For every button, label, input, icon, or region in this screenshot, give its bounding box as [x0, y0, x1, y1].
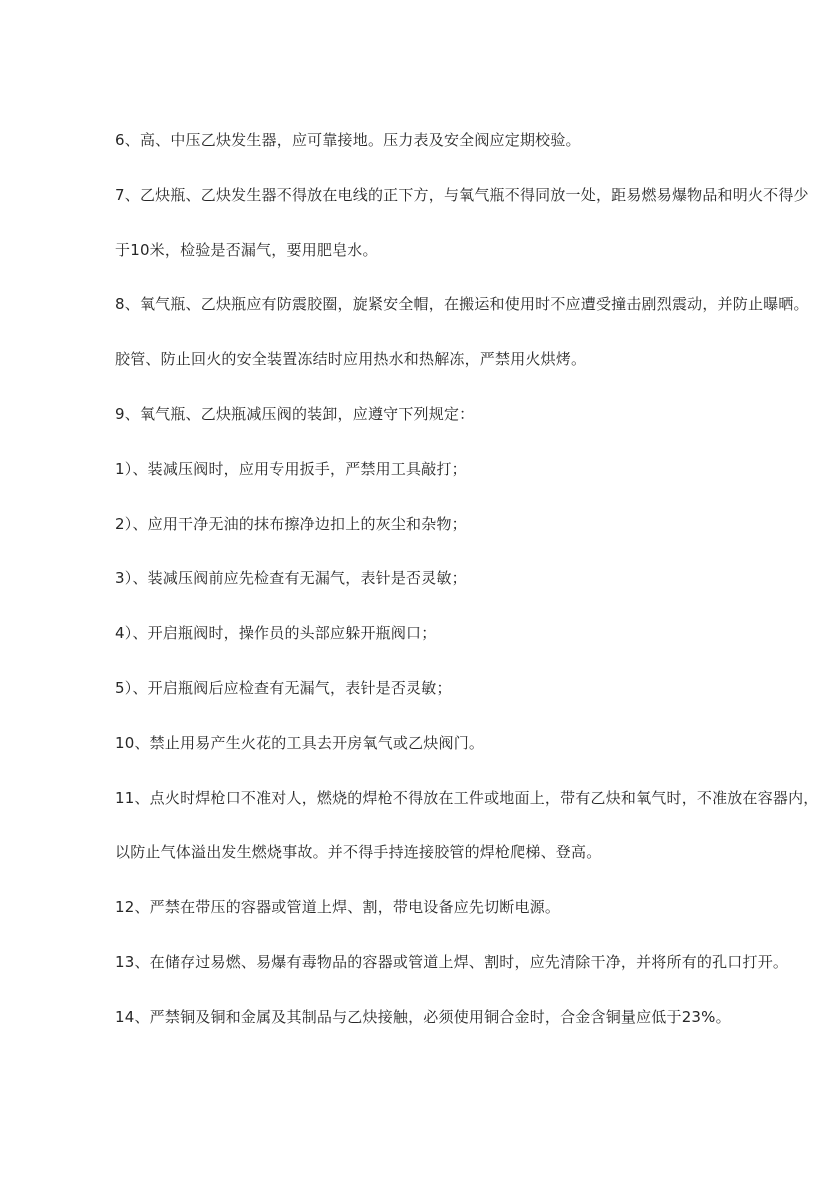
doc-line-09: 3）、装减压阀前应先检查有无漏气，表针是否灵敏；: [115, 569, 467, 588]
doc-line-17: 14、严禁铜及铜和金属及其制品与乙炔接触，必须使用铜合金时，合金含铜量应低于23%。: [115, 1007, 731, 1026]
doc-line-11: 5）、开启瓶阀后应检查有无漏气，表针是否灵敏；: [115, 678, 452, 697]
doc-line-03: 于10米，检验是否漏气，要用肥皂水。: [115, 240, 378, 259]
doc-line-05: 胶管、防止回火的安全装置冻结时应用热水和热解冻，严禁用火烘烤。: [115, 350, 587, 369]
doc-line-02: 7、乙炔瓶、乙炔发生器不得放在电线的正下方，与氧气瓶不得同放一处，距易燃易爆物品和明火不得少: [115, 185, 809, 204]
doc-line-07: 1）、装减压阀时，应用专用扳手，严禁用工具敲打；: [115, 459, 467, 478]
doc-line-06: 9、氧气瓶、乙炔瓶减压阀的装卸，应遵守下列规定：: [115, 404, 475, 423]
doc-line-15: 12、严禁在带压的容器或管道上焊、割，带电设备应先切断电源。: [115, 898, 561, 917]
doc-line-16: 13、在储存过易燃、易爆有毒物品的容器或管道上焊、割时，应先清除干净，并将所有的孔口打开。: [115, 952, 789, 971]
doc-line-13: 11、点火时焊枪口不准对人，燃烧的焊枪不得放在工件或地面上，带有乙炔和氧气时，不准放在容器内，: [115, 788, 819, 807]
doc-line-01: 6、高、中压乙炔发生器，应可靠接地。压力表及安全阀应定期校验。: [115, 131, 581, 149]
doc-line-04: 8、氧气瓶、乙炔瓶应有防震胶圈，旋紧安全帽，在搬运和使用时不应遭受撞击剧烈震动，并防止曝晒。: [115, 295, 809, 314]
doc-line-10: 4）、开启瓶阀时，操作员的头部应躲开瓶阀口；: [115, 624, 437, 643]
doc-line-12: 10、禁止用易产生火花的工具去开房氧气或乙炔阀门。: [115, 733, 485, 752]
doc-line-14: 以防止气体溢出发生燃烧事故。并不得手持连接胶管的焊枪爬梯、登高。: [115, 843, 602, 862]
doc-line-08: 2）、应用干净无油的抹布擦净边扣上的灰尘和杂物；: [115, 514, 467, 533]
